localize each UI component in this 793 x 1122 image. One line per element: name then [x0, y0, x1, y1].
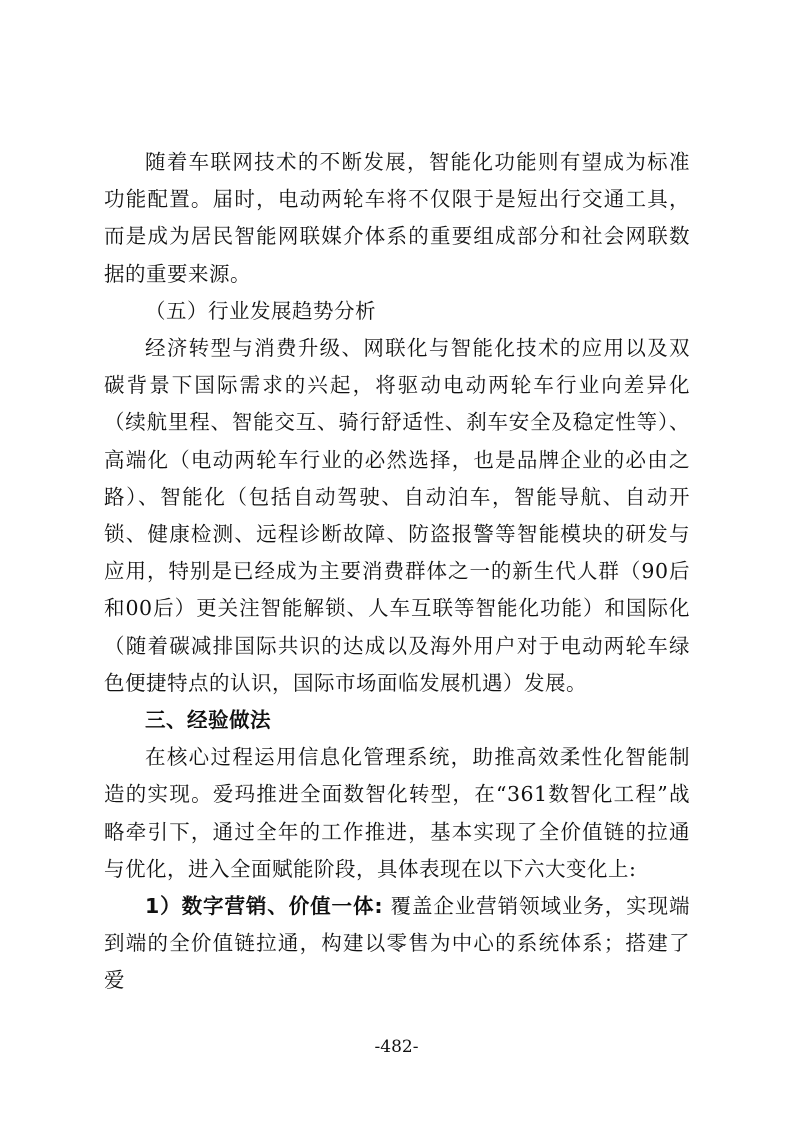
paragraph-digital-marketing	[104, 888, 690, 1000]
section-heading-trend-analysis: （五）行业发展趋势分析	[145, 298, 376, 323]
paragraph-lead-label: 1）数字营销、价值一体:	[145, 894, 384, 919]
paragraph-connected-vehicle: 随着车联网技术的不断发展，智能化功能则有望成为标准功能配置。届时，电动两轮车将不仅限于是短出行交通工具，而是成为居民智能网联媒介体系的重要组成部分和社会网联数据的重要来源。	[104, 150, 690, 286]
page-number: -482-	[374, 1037, 419, 1057]
document-body	[104, 144, 690, 1000]
paragraph-digital-transformation: 在核心过程运用信息化管理系统，助推高效柔性化智能制造的实现。爱玛推进全面数智化转型，在“361数智化工程”战略牵引下，通过全年的工作推进，基本实现了全价值链的拉通与优化，进入全面赋能阶段，具体表现在以下六大变化上:	[104, 745, 690, 881]
section-heading-experience: 三、经验做法	[145, 708, 271, 733]
paragraph-industry-trends: 经济转型与消费升级、网联化与智能化技术的应用以及双碳背景下国际需求的兴起，将驱动电动两轮车行业向差异化（续航里程、智能交互、骑行舒适性、刹车安全及稳定性等）、高端化（电动两轮车行业的必然选择，也是品牌企业的必由之路）、智能化（包括自动驾驶、自动泊车，智能导航、自动开锁、健康检测、远程诊断故障、防盗报警等智能模块的研发与应用，特别是已经成为主要消费群体之一的新生代人群（90后和00后）更关注智能解锁、人车互联等智能化功能）和国际化（随着碳减排国际共识的达成以及海外用户对于电动两轮车绿色便捷特点的认识，国际市场面临发展机遇）发展。	[104, 336, 690, 695]
paragraph-lead-body: 覆盖企业营销领域业务，实现端到端的全价值链拉通，构建以零售为中心的系统体系；搭建了爱	[104, 894, 690, 993]
